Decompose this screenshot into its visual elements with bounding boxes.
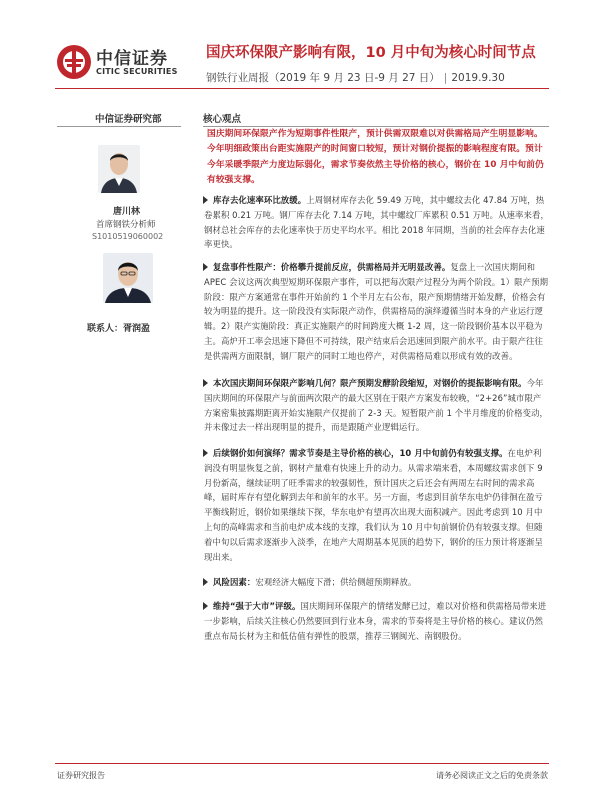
- footer-report-type: 证券研究报告: [57, 771, 105, 780]
- bullet-lead: 后续钢价如何演绎？需求节奏是主导价格的核心，10 月中旬前仍有较强支撑。: [213, 448, 508, 458]
- sidebar-divider: [57, 126, 181, 127]
- citic-logo: [56, 42, 196, 88]
- footer-divider: [55, 763, 549, 764]
- bullet-lead: 复盘事件性限产：价格攀升提前反应，供需格局并无明显改善。: [213, 262, 451, 272]
- bullet-body: 今年国庆期间的环保限产与前面两次限产的最大区别在于限产方案发布较晚，“2+26”城市限产方案密集披露期距离开始实施限产仅提前了 2-3 天。短暂限产前 1 个半月维度的价格变动，并未像过去一样出现明显的提升，而是跟随产业逻辑运行。: [204, 378, 549, 433]
- core-summary-box: [203, 127, 549, 189]
- bullet-arrow-icon: [203, 578, 208, 586]
- bullet-lead: 风险因素：: [213, 577, 256, 587]
- logo-text-en: CITIC SECURITIES: [96, 67, 178, 76]
- report-title: 国庆环保限产影响有限，10 月中旬为核心时间节点: [206, 45, 536, 61]
- bullet-arrow-icon: [203, 602, 208, 610]
- bullet-risk-factors: [203, 575, 549, 590]
- bullet-price-outlook: [203, 446, 549, 564]
- bullet-text: [203, 446, 549, 564]
- analyst-cert-number: S1010519060002: [92, 232, 164, 241]
- report-date: 2019.9.30: [451, 72, 505, 84]
- header-divider: [55, 88, 549, 89]
- bullet-arrow-icon: [203, 263, 208, 271]
- bullet-arrow-icon: [203, 196, 208, 204]
- contact-name: 胥润盈: [123, 324, 151, 334]
- bullet-arrow-icon: [203, 449, 208, 457]
- bullet-body: 国庆期间环保限产的情绪发酵已过，难以对价格和供需格局带来进一步影响，后续关注核心仍然要回到行业本身，需求的节奏将是主导价格的核心。建议仍然重点布局长材为主和低估值有弹性的股票，推荐三钢闽光、南钢股份。: [204, 601, 547, 641]
- bullet-lead: 维持“强于大市”评级。: [213, 601, 301, 611]
- contact-photo: [103, 253, 153, 303]
- bullet-event-review: [203, 260, 549, 364]
- bullet-rating: [203, 599, 549, 643]
- citic-logo-icon: [56, 44, 92, 80]
- contact-line: [87, 321, 150, 334]
- subtitle-separator: |: [443, 72, 448, 84]
- analyst-photo: [98, 145, 140, 193]
- bullet-national-day-impact: [203, 376, 549, 435]
- bullet-body: 在电炉利润没有明显恢复之前，钢材产量难有快速上升的动力。从需求端来看，本周螺纹需求创下 9 月份新高，继续证明了旺季需求的较强韧性，预计国庆之后还会有两周左右时间的需求高峰，届时库存有望化解到去年和前年的水平。另一方面，考虑到目前华东电炉仍徘徊在盈亏平衡线附近，钢价如果继续下探，华东电炉有望再次出现大面积减产。因此考虑到 10 月中上旬的高峰需求和当前电炉成本线的支撑，我们认为 10 月中旬前钢价仍有较强支撑。但随着中旬以后需求逐渐步入淡季，在地产大周期基本见顶的趋势下，钢价的压力预计将逐渐呈现出来。: [204, 448, 543, 562]
- report-subtitle: [206, 70, 505, 85]
- bullet-arrow-icon: [203, 379, 208, 387]
- bullet-text: [203, 575, 549, 590]
- bullet-text: [203, 376, 549, 435]
- bullet-text: [203, 260, 549, 364]
- bullet-text: [203, 599, 549, 643]
- bullet-inventory: [203, 193, 549, 252]
- research-dept-heading: 中信证券研究部: [95, 114, 162, 125]
- bullet-lead: 库存去化速率环比放缓。: [213, 195, 307, 205]
- bullet-body: 复盘上一次国庆期间和 APEC 会议这两次典型短期环保限产事件，可以把每次限产过程分为两个阶段。1）限产预期阶段：限产方案通常在事件开始前约 1 个半月左右公布，限产预期情绪开始发酵，价格会有较为明显的提升。这一阶段没有实际限产动作，供需格局的演绎遵循当时本身的产业运行逻辑。2）限产实施阶段：真正实施限产的时间跨度大概 1-2 周，这一阶段钢价基本以平稳为主。高炉开工率会迅速下降但不可持续，限产结束后会迅速回到限产前水平。由于限产往往是供需两方面限制，钢厂限产的同时工地也停产，对供需格局难以形成有效的改善。: [204, 262, 549, 361]
- bullet-text: [203, 193, 549, 252]
- core-view-heading: 核心观点: [203, 114, 242, 125]
- analyst-name: 唐川林: [113, 207, 141, 217]
- report-period: 钢铁行业周报（2019 年 9 月 23 日-9 月 27 日）: [206, 72, 440, 84]
- bullet-lead: 本次国庆期间环保限产影响几何？限产预期发酵阶段缩短，对钢价的提振影响有限。: [213, 378, 527, 388]
- analyst-role: 首席钢铁分析师: [96, 220, 156, 230]
- logo-text-cn: 中信证券: [96, 49, 168, 69]
- bullet-body: 宏观经济大幅度下滑；供给侧超预期释放。: [255, 577, 417, 587]
- bullet-body: 上周钢材库存去化 59.49 万吨，其中螺纹去化 47.84 万吨，热卷累积 0.21 万吨。钢厂库存去化 7.14 万吨，其中螺纹厂库累积 0.51 万吨。从速率来看，钢材总社会库存的去化速率快于历史平均水平。相比 2018 年同期，当前的社会库存去化速率更快。: [204, 195, 549, 250]
- core-summary-text: 国庆期间环保限产作为短期事件性限产，预计供需双限难以对供需格局产生明显影响。今年明细政策出台距实施限产的时间窗口较短，预计对钢价提振的影响程度有限。预计今年采暖季限产力度边际弱化，需求节奏依然主导价格的核心，钢价在 10 月中旬前仍有较强支撑。: [207, 129, 544, 186]
- contact-label: 联系人：: [87, 324, 124, 334]
- footer-disclaimer-note: 请务必阅读正文之后的免责条款: [436, 771, 548, 780]
